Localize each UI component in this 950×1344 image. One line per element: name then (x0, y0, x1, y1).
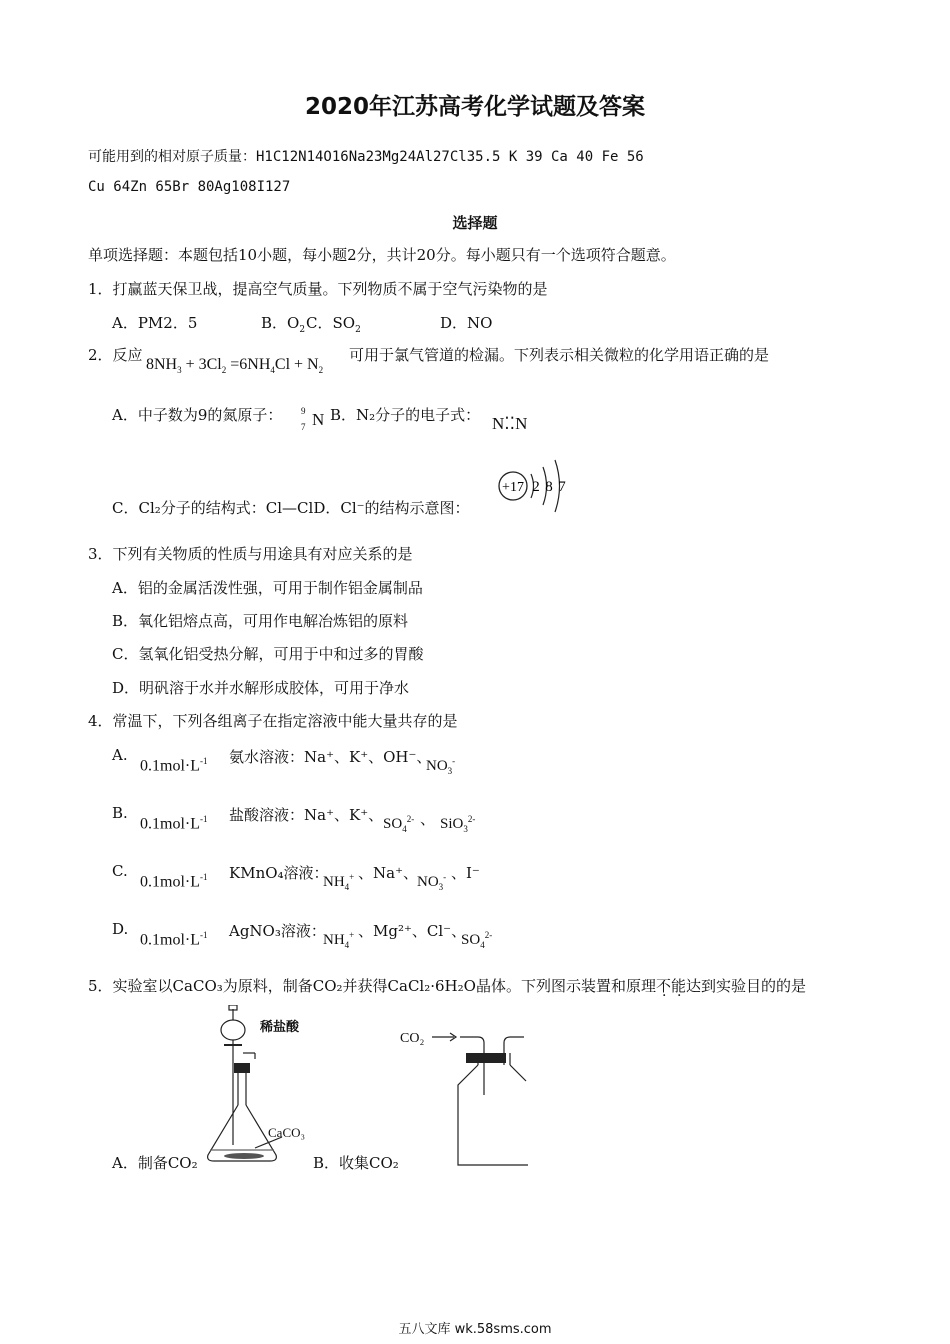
outlet-tube (504, 1037, 524, 1065)
q4-option-c-concentration: $0.1mol\cdot L^{-1}$ (140, 872, 208, 891)
q2-prefix: 2．反应 (88, 346, 143, 364)
q4-option-d-label: D. (112, 920, 129, 938)
q4-option-d-ion1: $NH_4^+$ (323, 930, 355, 950)
q2-electron-formula: N⁚⁚N (492, 414, 528, 433)
q1-stem: 1．打赢蓝天保卫战，提高空气质量。下列物质不属于空气污染物的是 (88, 280, 548, 298)
q3-option-d: D．明矾溶于水并水解形成胶体，可用于净水 (112, 679, 410, 697)
nucleus-charge: +17 (502, 480, 524, 495)
q3-option-b: B．氧化铝熔点高，可用作电解冶炼铝的原料 (112, 612, 409, 630)
solid-label: CaCO₃ (268, 1125, 306, 1140)
q2-equation: $8NH_3 + 3Cl_2 =6NH_4Cl + N_2$ (146, 356, 324, 376)
q3-option-a: A．铝的金属活泼性强，可用于制作铝金属制品 (112, 579, 423, 597)
q4-option-c-solution: KMnO₄溶液： (229, 864, 329, 882)
figure-b-co2-collection (398, 1025, 528, 1170)
conical-flask-body (208, 1105, 277, 1161)
figure-a-co2-generator (200, 1005, 330, 1175)
q2-option-a: A．中子数为9的氮原子： (112, 406, 283, 424)
q3-stem: 3．下列有关物质的性质与用途具有对应关系的是 (88, 545, 413, 563)
atomic-masses-line2: Cu 64Zn 65Br 80Ag108I127 (88, 179, 291, 195)
q4-option-d-solution: AgNO₃溶液： (229, 922, 326, 940)
q4-option-a-solution: 氨水溶液：Na⁺、K⁺、OH⁻、 (229, 748, 432, 766)
page-title: 2020年江苏高考化学试题及答案 (304, 94, 645, 120)
q1-option-b: B．$O_2$ (261, 314, 306, 335)
atomic-masses-line1: 可能用到的相对原子质量：H1C12N14O16Na23Mg24Al27Cl35.5 K 39 Ca 40 Fe 56 (88, 149, 644, 165)
q1-option-c: C．$SO_2$ (306, 314, 361, 335)
q4-option-c-label: C. (112, 862, 128, 880)
q4-option-b-solution: 盐酸溶液：Na⁺、K⁺、 (229, 806, 384, 824)
q2-nuclide-symbol: N (312, 410, 325, 429)
gas-label: CO₂ (400, 1031, 425, 1046)
bottle-stopper (466, 1053, 506, 1063)
instructions: 单项选择题：本题包括10小题，每小题2分，共计20分。每小题只有一个选项符合题意。 (88, 246, 676, 264)
q2-nuclide-mass: 9 (301, 406, 306, 416)
q4-option-b-ion1: $SO_4^{2-}$ (383, 814, 415, 834)
q4-option-a-concentration: $0.1mol\cdot L^{-1}$ (140, 756, 208, 775)
q4-option-d-concentration: $0.1mol\cdot L^{-1}$ (140, 930, 208, 949)
q4-option-c-end: 、I⁻ (451, 864, 480, 882)
caco3-solid (224, 1153, 264, 1159)
q2-nuclide-number: 7 (301, 422, 306, 432)
bottle-shoulder (510, 1065, 526, 1081)
q5-option-b-caption: B．收集CO₂ (313, 1154, 399, 1172)
shell-count-3: 7 (558, 479, 566, 495)
q2-option-b: B．N₂分子的电子式： (330, 406, 481, 424)
footer-watermark: 五八文库 wk.58sms.com (398, 1322, 552, 1337)
q4-option-b-label: B. (112, 804, 128, 822)
q4-option-a-ion: $NO_3^-$ (426, 756, 456, 776)
q5-option-a-caption: A．制备CO₂ (112, 1154, 198, 1172)
q4-option-b-concentration: $0.1mol\cdot L^{-1}$ (140, 814, 208, 833)
inlet-tube (460, 1037, 484, 1095)
q3-option-c: C．氢氧化铝受热分解，可用于中和过多的胃酸 (112, 645, 424, 663)
shell-count-2: 8 (545, 479, 553, 495)
q4-option-a-label: A. (112, 746, 128, 764)
q4-option-b-ion2: SiO$_3^{2-}$ (440, 814, 476, 834)
q1-option-a: A．PM2．5 (112, 314, 198, 332)
section-title: 选择题 (452, 214, 498, 232)
q4-option-c-ion1: $NH_4^+$ (323, 872, 355, 892)
q4-option-b-separator: 、 (420, 810, 436, 828)
q2-option-cd: C．Cl₂分子的结构式：Cl—ClD．Cl⁻的结构示意图： (112, 499, 470, 517)
q4-option-c-ion2: $NO_3^-$ (417, 872, 447, 892)
shell-count-1: 2 (532, 479, 540, 495)
q5-stem: 5．实验室以CaCO₃为原料，制备CO₂并获得CaCl₂·6H₂O晶体。下列图示装置和原理不能达到实验目的的是 (88, 977, 806, 995)
q4-option-d-ion2: $SO_4^{2-}$ (461, 930, 493, 950)
q4-option-d-mid: 、Mg²⁺、Cl⁻、 (358, 922, 467, 940)
bottle-body (458, 1065, 528, 1165)
q2-suffix: 可用于氯气管道的检漏。下列表示相关微粒的化学用语正确的是 (349, 346, 770, 364)
rubber-stopper (234, 1063, 250, 1073)
q4-stem: 4．常温下，下列各组离子在指定溶液中能大量共存的是 (88, 712, 458, 730)
q1-option-d: D．NO (440, 314, 493, 332)
chloride-ion-structure-diagram (494, 456, 578, 516)
funnel-bulb (221, 1020, 245, 1040)
q4-option-c-mid: 、Na⁺、 (358, 864, 418, 882)
acid-label: 稀盐酸 (260, 1020, 300, 1035)
